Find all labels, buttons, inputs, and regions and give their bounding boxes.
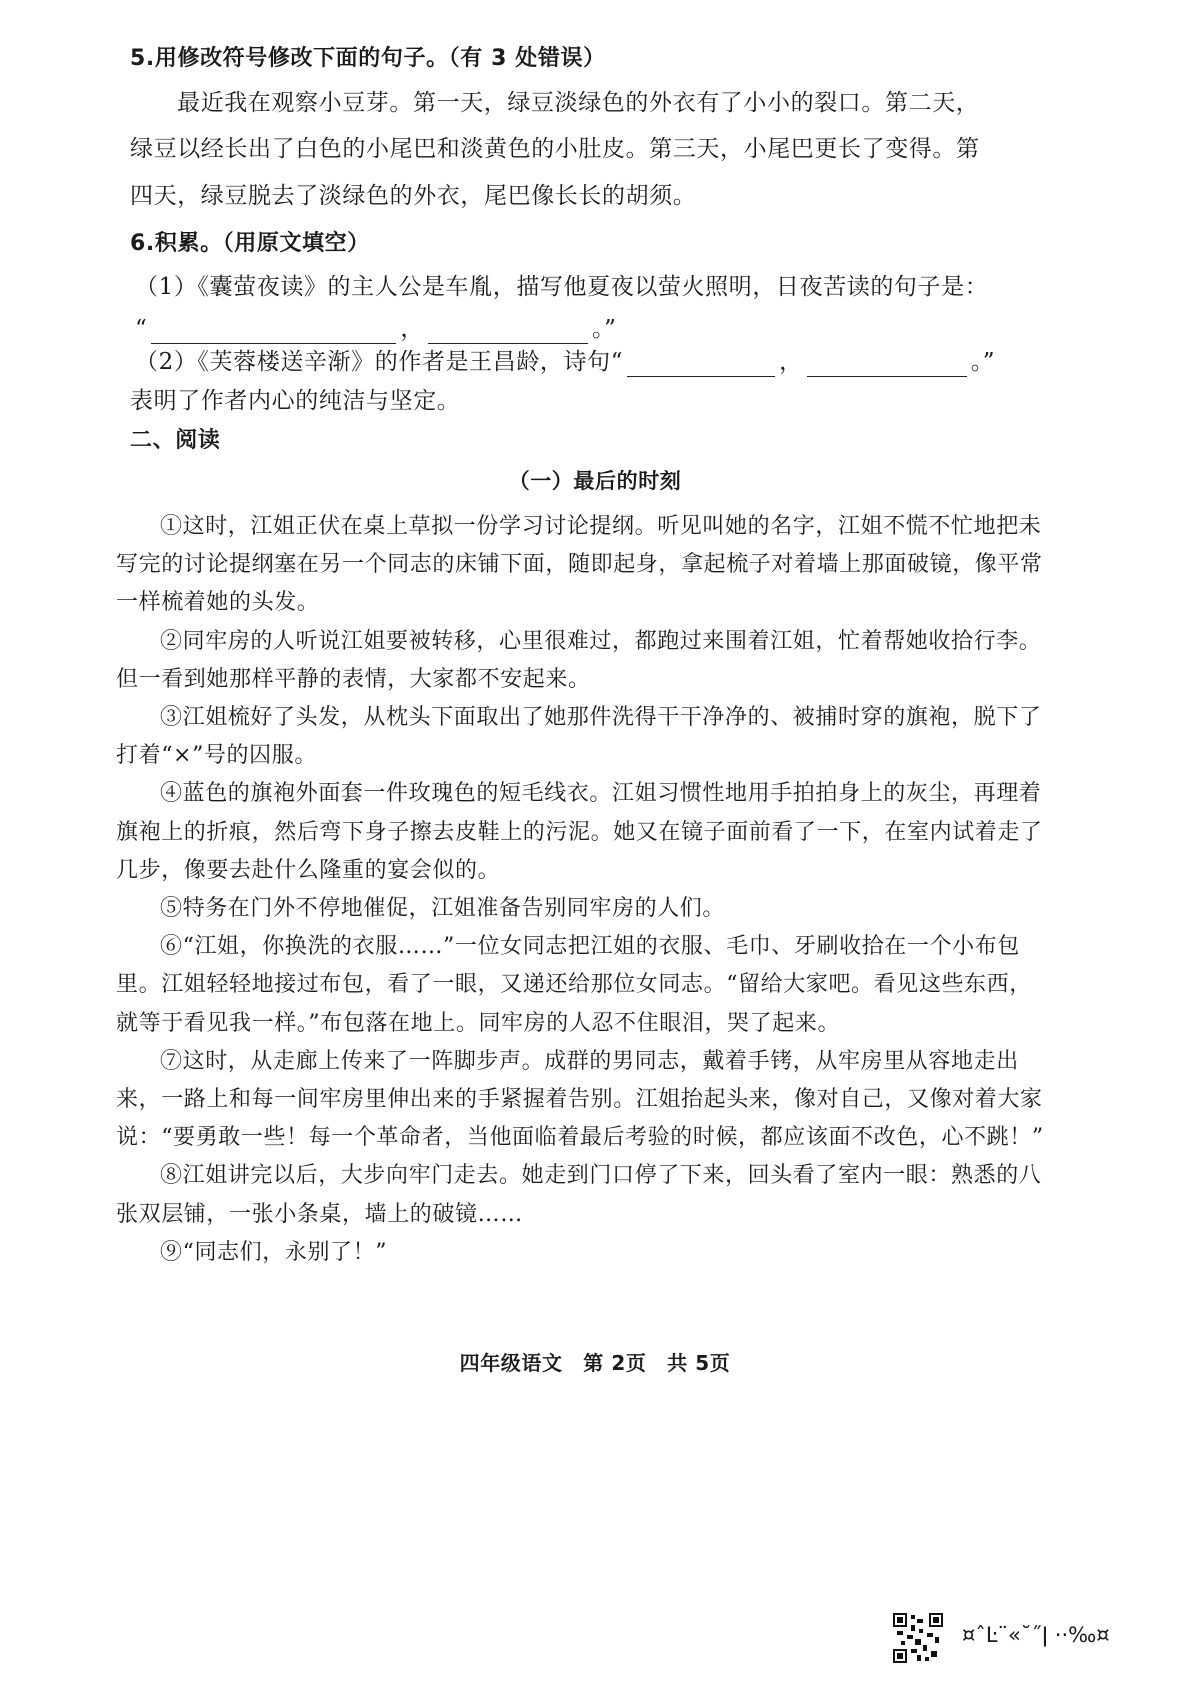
passage-line: ③江姐梳好了头发，从枕头下面取出了她那件洗得干干净净的、被捕时穿的旗袍，脱下了	[160, 705, 1042, 730]
passage-title: （一）最后的时刻	[508, 469, 682, 493]
q6-item-1-prompt: （1）《囊萤夜读》的主人公是车胤，描写他夏夜以萤火照明，日夜苦读的句子是：	[135, 274, 989, 300]
answer-blank-1[interactable]	[151, 319, 396, 344]
comma: ，	[400, 316, 424, 342]
passage-line: 来，一路上和每一间牢房里伸出来的手紧握着告别。江姐抬起头来，像对自己，又像对着大家	[116, 1087, 1043, 1112]
page-footer: 四年级语文 第 2页 共 5页	[459, 1351, 731, 1375]
watermark-text: ¤ˆ﻿Ŀ¨«˘˝ǀ ··‰¤	[962, 1623, 1110, 1647]
passage-line: 张双层铺，一张小条桌，墙上的破镜……	[116, 1202, 523, 1227]
passage-line: ①这时，江姐正伏在桌上草拟一份学习讨论提纲。听见叫她的名字，江姐不慌不忙地把未	[160, 514, 1042, 539]
passage-line: 说：“要勇敢一些！每一个革命者，当他面临着最后考验的时候，都应该面不改色，心不跳！”	[116, 1125, 1044, 1150]
q5-text-line-2: 绿豆以经长出了白色的小尾巴和淡黄色的小肚皮。第三天，小尾巴更长了变得。第	[130, 136, 980, 162]
q5-text-line-1: 最近我在观察小豆芽。第一天，绿豆淡绿色的外衣有了小小的裂口。第二天，	[177, 90, 980, 116]
qr-code-icon	[893, 1613, 943, 1663]
q6-item-1-answer-row	[135, 314, 616, 344]
passage-line: 旗袍上的折痕，然后弯下身子擦去皮鞋上的污泥。她又在镜子面前看了一下，在室内试着走了	[116, 820, 1043, 845]
passage-line: 就等于看见我一样。”布包落在地上。同牢房的人忍不住眼泪，哭了起来。	[116, 1011, 841, 1036]
passage-line: ⑦这时，从走廊上传来了一阵脚步声。成群的男同志，戴着手铐，从牢房里从容地走出	[160, 1049, 1019, 1074]
passage-line: 打着“×”号的囚服。	[116, 743, 317, 768]
passage-line: 写完的讨论提纲塞在另一个同志的床铺下面，随即起身，拿起梳子对着墙上那面破镜，像平常	[116, 552, 1043, 577]
passage-line: ②同牢房的人听说江姐要被转移，心里很难过，都跑过来围着江姐，忙着帮她收拾行李。	[160, 629, 1042, 654]
passage-line: ④蓝色的旗袍外面套一件玫瑰色的短毛线衣。江姐习惯性地用手拍拍身上的灰尘，再理着	[160, 781, 1042, 806]
passage-line: ⑧江姐讲完以后，大步向牢门走去。她走到门口停了下来，回头看了室内一眼：熟悉的八	[160, 1163, 1042, 1188]
section-2-heading: 二、阅读	[130, 428, 221, 453]
answer-blank-2[interactable]	[428, 319, 588, 344]
close-quote: 。”	[591, 316, 617, 342]
close-quote: 。”	[970, 349, 996, 375]
answer-blank-3[interactable]	[627, 352, 775, 377]
comma: ，	[779, 349, 803, 375]
passage-line: ⑤特务在门外不停地催促，江姐准备告别同牢房的人们。	[160, 896, 726, 921]
passage-line: ⑥“江姐，你换洗的衣服……”一位女同志把江姐的衣服、毛巾、牙刷收拾在一个小布包	[160, 934, 1020, 959]
q6-item-2-continuation: 表明了作者内心的纯洁与坚定。	[130, 388, 461, 414]
open-quote: “	[135, 316, 148, 342]
passage-line: 一样梳着她的头发。	[116, 590, 320, 615]
passage-line: 几步，像要去赴什么隆重的宴会似的。	[116, 858, 501, 883]
question-5-title: 5.用修改符号修改下面的句子。（有 3 处错误）	[130, 46, 606, 71]
q6-item-2-row	[135, 347, 995, 377]
question-6-title: 6.积累。（用原文填空）	[130, 231, 370, 256]
q5-text-line-3: 四天，绿豆脱去了淡绿色的外衣，尾巴像长长的胡须。	[130, 183, 697, 209]
passage-line: 但一看到她那样平静的表情，大家都不安起来。	[116, 667, 591, 692]
answer-blank-4[interactable]	[807, 352, 967, 377]
q6-item-2-prompt: （2）《芙蓉楼送辛渐》的作者是王昌龄，诗句“	[135, 349, 624, 375]
passage-line: ⑨“同志们，永别了！”	[160, 1240, 388, 1265]
passage-line: 里。江姐轻轻地接过布包，看了一眼，又递还给那位女同志。“留给大家吧。看见这些东西，	[116, 972, 1032, 997]
